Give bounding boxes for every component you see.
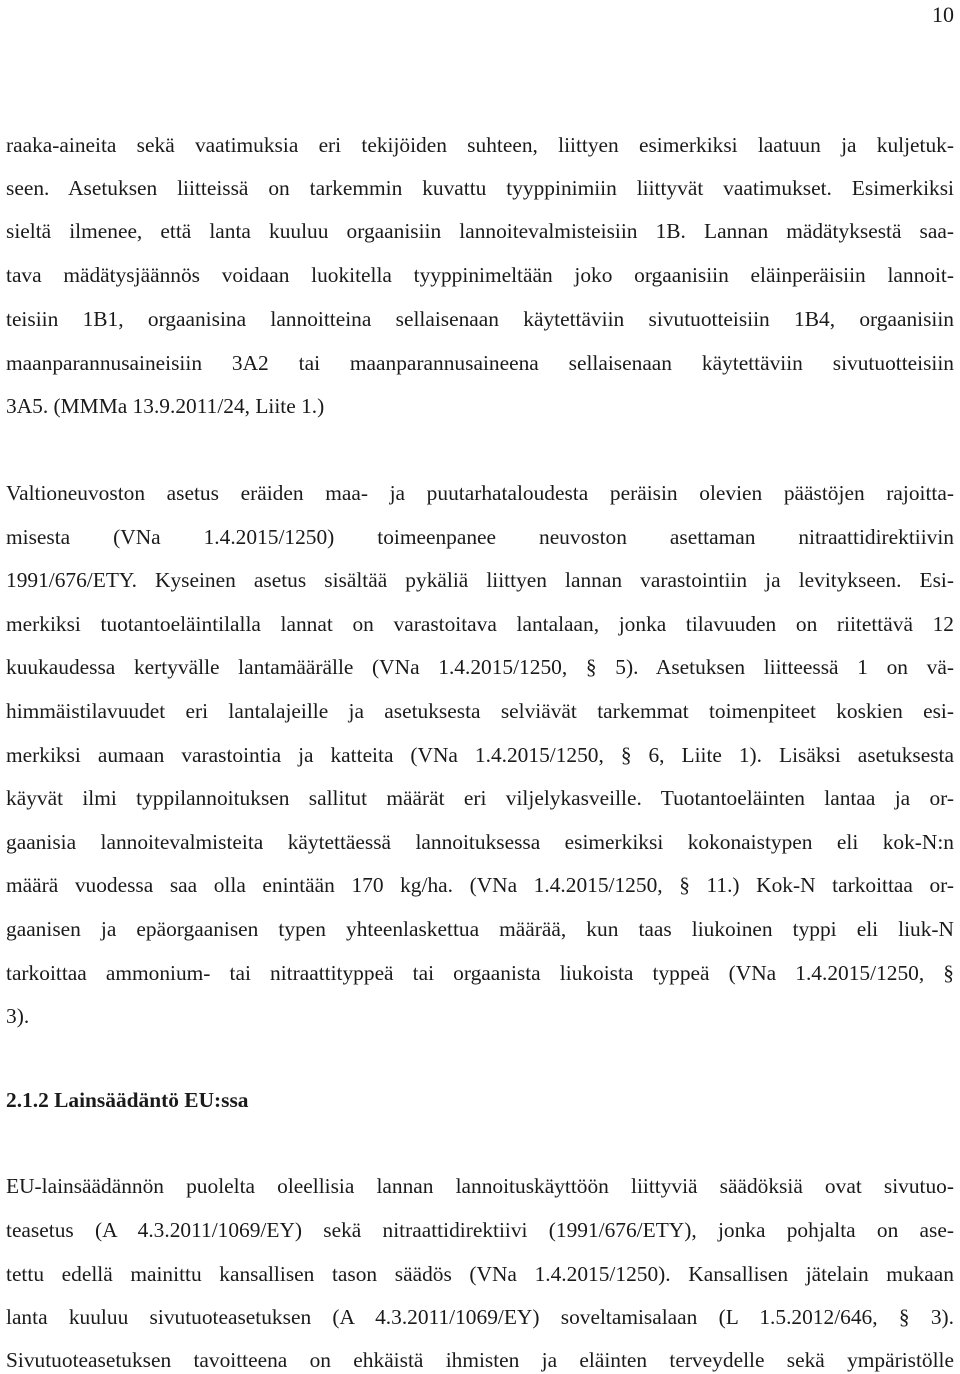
text-line: merkiksi tuotantoeläintilalla lannat on varastoitava lantalaan, jonka tilavuuden on riitettävä 12 [6, 612, 954, 636]
text-line: maanparannusaineisiin 3A2 tai maanparannusaineena sellaisenaan käytettäviin sivutuotteisiin [6, 351, 954, 375]
text-line: teisiin 1B1, orgaanisina lannoitteina sellaisenaan käytettäviin sivutuotteisiin 1B4, orgaanisiin [6, 307, 954, 331]
text-line: seen. Asetuksen liitteissä on tarkemmin kuvattu tyyppinimiin liittyvät vaatimukset. Esimerkiksi [6, 176, 954, 200]
text-line: gaanisen ja epäorgaanisen typen yhteenlaskettua määrää, kun taas liukoinen typpi eli liuk-N [6, 917, 954, 941]
text-line: lanta kuuluu sivutuoteasetuksen (A 4.3.2011/1069/EY) soveltamisalaan (L 1.5.2012/646, § 3). [6, 1305, 954, 1329]
text-line: EU-lainsäädännön puolelta oleellisia lannan lannoituskäyttöön liittyviä säädöksiä ovat sivutuo- [6, 1174, 954, 1198]
text-line: käyvät ilmi typpilannoituksen sallitut määrät eri viljelykasveille. Tuotantoeläinten lantaa ja or- [6, 786, 954, 810]
text-line: Sivutuoteasetuksen tavoitteena on ehkäistä ihmisten ja eläinten terveydelle sekä ympäristölle [6, 1348, 954, 1372]
text-line: gaanisia lannoitevalmisteita käytettäessä lannoituksessa esimerkiksi kokonaistypen eli kok-N:n [6, 830, 954, 854]
text-line: sieltä ilmenee, että lanta kuuluu orgaanisiin lannoitevalmisteisiin 1B. Lannan mädätyksestä saa- [6, 219, 954, 243]
text-line: 3A5. (MMMa 13.9.2011/24, Liite 1.) [6, 394, 325, 418]
text-line: raaka-aineita sekä vaatimuksia eri tekijöiden suhteen, liittyen esimerkiksi laatuun ja kuljetuk- [6, 133, 954, 157]
text-line: tava mädätysjäännös voidaan luokitella tyyppinimeltään joko orgaanisiin eläinperäisiin lannoit- [6, 263, 954, 287]
text-line: merkiksi aumaan varastointia ja katteita (VNa 1.4.2015/1250, § 6, Liite 1). Lisäksi asetuksesta [6, 743, 954, 767]
text-line: Valtioneuvoston asetus eräiden maa- ja puutarhataloudesta peräisin olevien päästöjen rajoitta- [6, 481, 954, 505]
text-line: tettu edellä mainittu kansallisen tason säädös (VNa 1.4.2015/1250). Kansallisen jätelain mukaan [6, 1262, 954, 1286]
text-line: 3). [6, 1004, 30, 1028]
text-line: kuukaudessa kertyvälle lantamäärälle (VNa 1.4.2015/1250, § 5). Asetuksen liitteessä 1 on vä- [6, 655, 954, 679]
text-line: teasetus (A 4.3.2011/1069/EY) sekä nitraattidirektiivi (1991/676/ETY), jonka pohjalta on ase- [6, 1218, 954, 1242]
page-number: 10 [932, 2, 954, 27]
text-line: 1991/676/ETY. Kyseinen asetus sisältää pykäliä liittyen lannan varastointiin ja levitykseen. Esi- [6, 568, 954, 592]
text-line: himmäistilavuudet eri lantalajeille ja asetuksesta selviävät tarkemmat toimenpiteet koskien esi- [6, 699, 954, 723]
text-line: tarkoittaa ammonium- tai nitraattityppeä tai orgaanista liukoista typpeä (VNa 1.4.2015/1250, § [6, 961, 954, 985]
text-line: määrä vuodessa saa olla enintään 170 kg/ha. (VNa 1.4.2015/1250, § 11.) Kok-N tarkoittaa or- [6, 873, 954, 897]
section-heading: 2.1.2 Lainsäädäntö EU:ssa [6, 1088, 249, 1112]
text-line: misesta (VNa 1.4.2015/1250) toimeenpanee neuvoston asettaman nitraattidirektiivin [6, 525, 954, 549]
